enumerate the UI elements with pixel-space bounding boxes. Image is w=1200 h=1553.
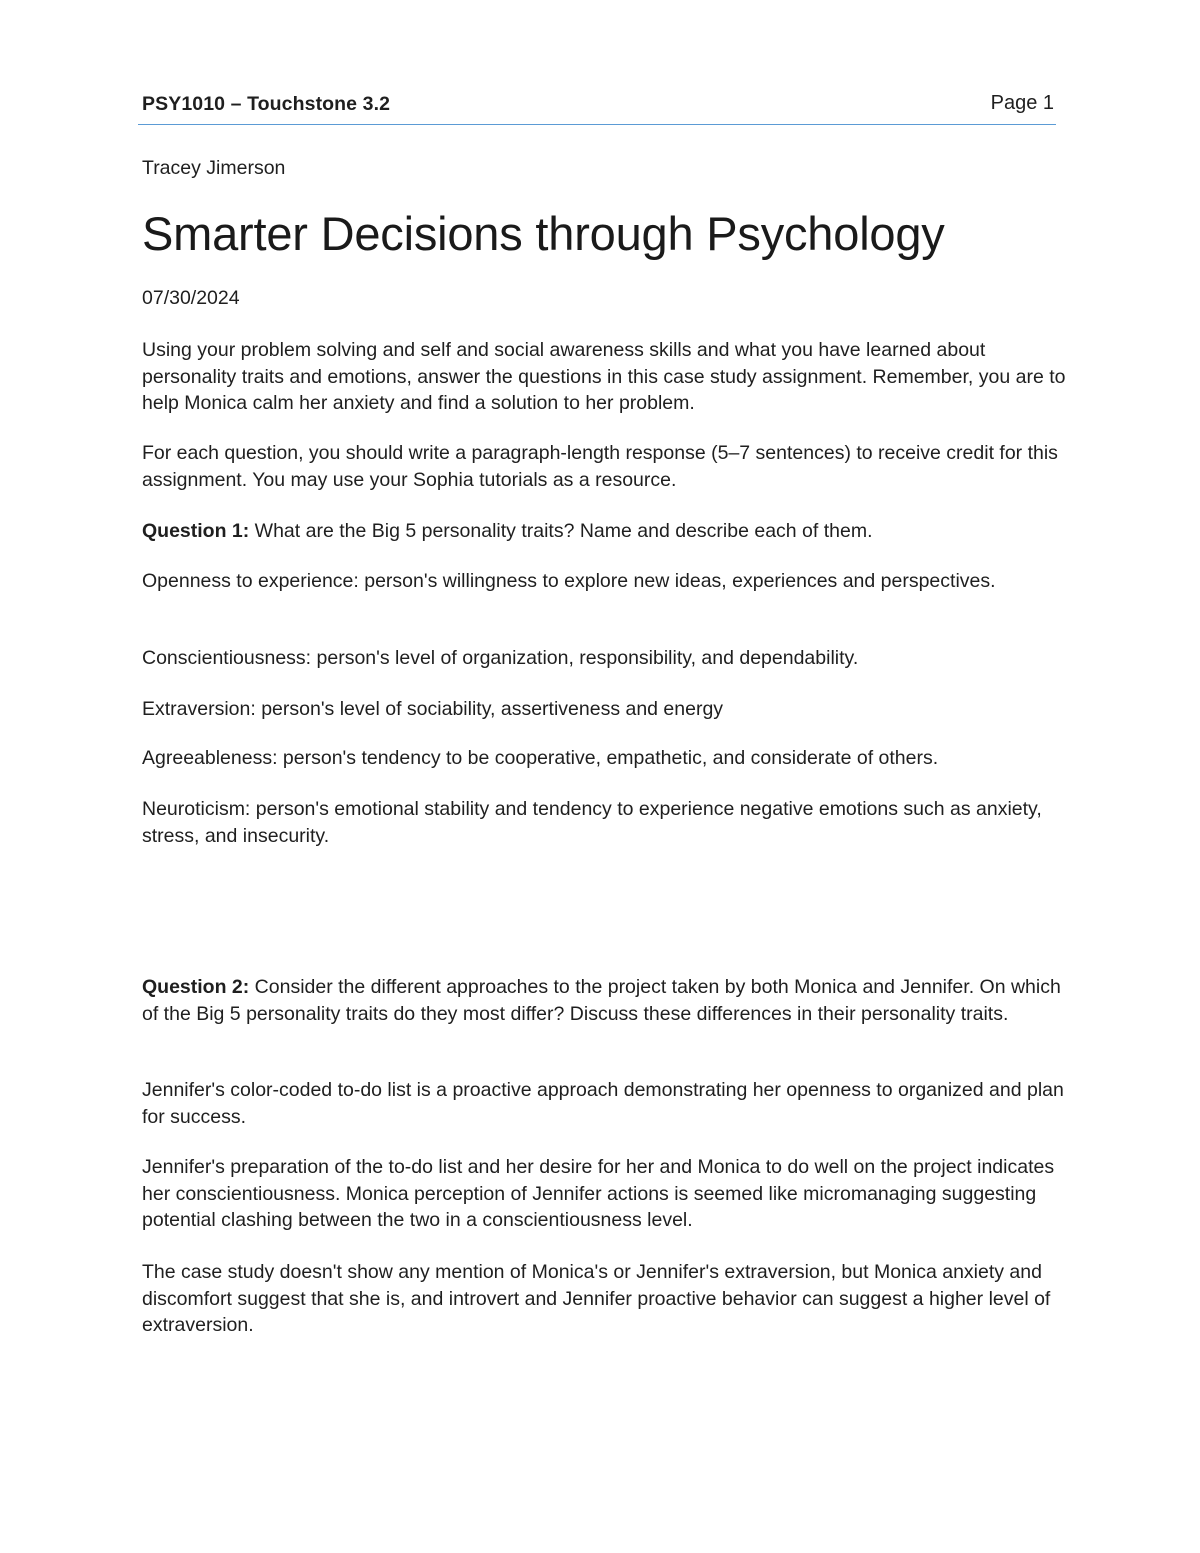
question-2 <box>142 974 1067 1027</box>
q2-answer-openness: Jennifer's color-coded to-do list is a proactive approach demonstrating her openness to organized and plan for success. <box>142 1079 1064 1128</box>
page-header <box>138 90 1056 125</box>
question-2-text: Consider the different approaches to the project taken by both Monica and Jennifer. On which of the Big 5 personality traits do they most differ? Discuss these differences in their personality traits. <box>142 976 1061 1025</box>
document-date: 07/30/2024 <box>142 287 240 309</box>
q2-answer-extraversion: The case study doesn't show any mention of Monica's or Jennifer's extraversion, but Monica anxiety and discomfort suggest that she is, and introvert and Jennifer proactive behavior can suggest a higher level of extraversion. <box>142 1261 1051 1337</box>
q1-answer-openness: Openness to experience: person's willingness to explore new ideas, experiences and perspectives. <box>142 570 996 592</box>
intro-paragraph-1: Using your problem solving and self and social awareness skills and what you have learned about personality traits and emotions, answer the questions in this case study assignment. Remember, you are to help Monica calm her anxiety and find a solution to her problem. <box>142 339 1066 415</box>
q1-answer-extraversion: Extraversion: person's level of sociability, assertiveness and energy <box>142 698 724 720</box>
q1-answer-neuroticism: Neuroticism: person's emotional stability and tendency to experience negative emotions such as anxiety, stress, and insecurity. <box>142 798 1042 847</box>
page-number: Page 1 <box>990 92 1054 114</box>
question-1-text: What are the Big 5 personality traits? Name and describe each of them. <box>249 520 873 542</box>
question-1 <box>142 518 1067 545</box>
q2-answer-conscientiousness: Jennifer's preparation of the to-do list and her desire for her and Monica to do well on the project indicates her conscientiousness. Monica perception of Jennifer actions is seemed like micromanaging suggesting potential clashing between the two in a conscientiousness level. <box>142 1156 1055 1232</box>
question-1-label: Question 1: <box>142 520 250 542</box>
q1-answer-conscientiousness: Conscientiousness: person's level of organization, responsibility, and dependability. <box>142 647 859 669</box>
author-name: Tracey Jimerson <box>142 157 286 179</box>
q1-answer-agreeableness: Agreeableness: person's tendency to be cooperative, empathetic, and considerate of others. <box>142 747 939 769</box>
question-2-label: Question 2: <box>142 976 250 998</box>
intro-paragraph-2: For each question, you should write a paragraph-length response (5–7 sentences) to receive credit for this assignment. You may use your Sophia tutorials as a resource. <box>142 442 1058 491</box>
header-title: PSY1010 – Touchstone 3.2 <box>142 93 391 115</box>
document-title: Smarter Decisions through Psychology <box>142 207 945 260</box>
